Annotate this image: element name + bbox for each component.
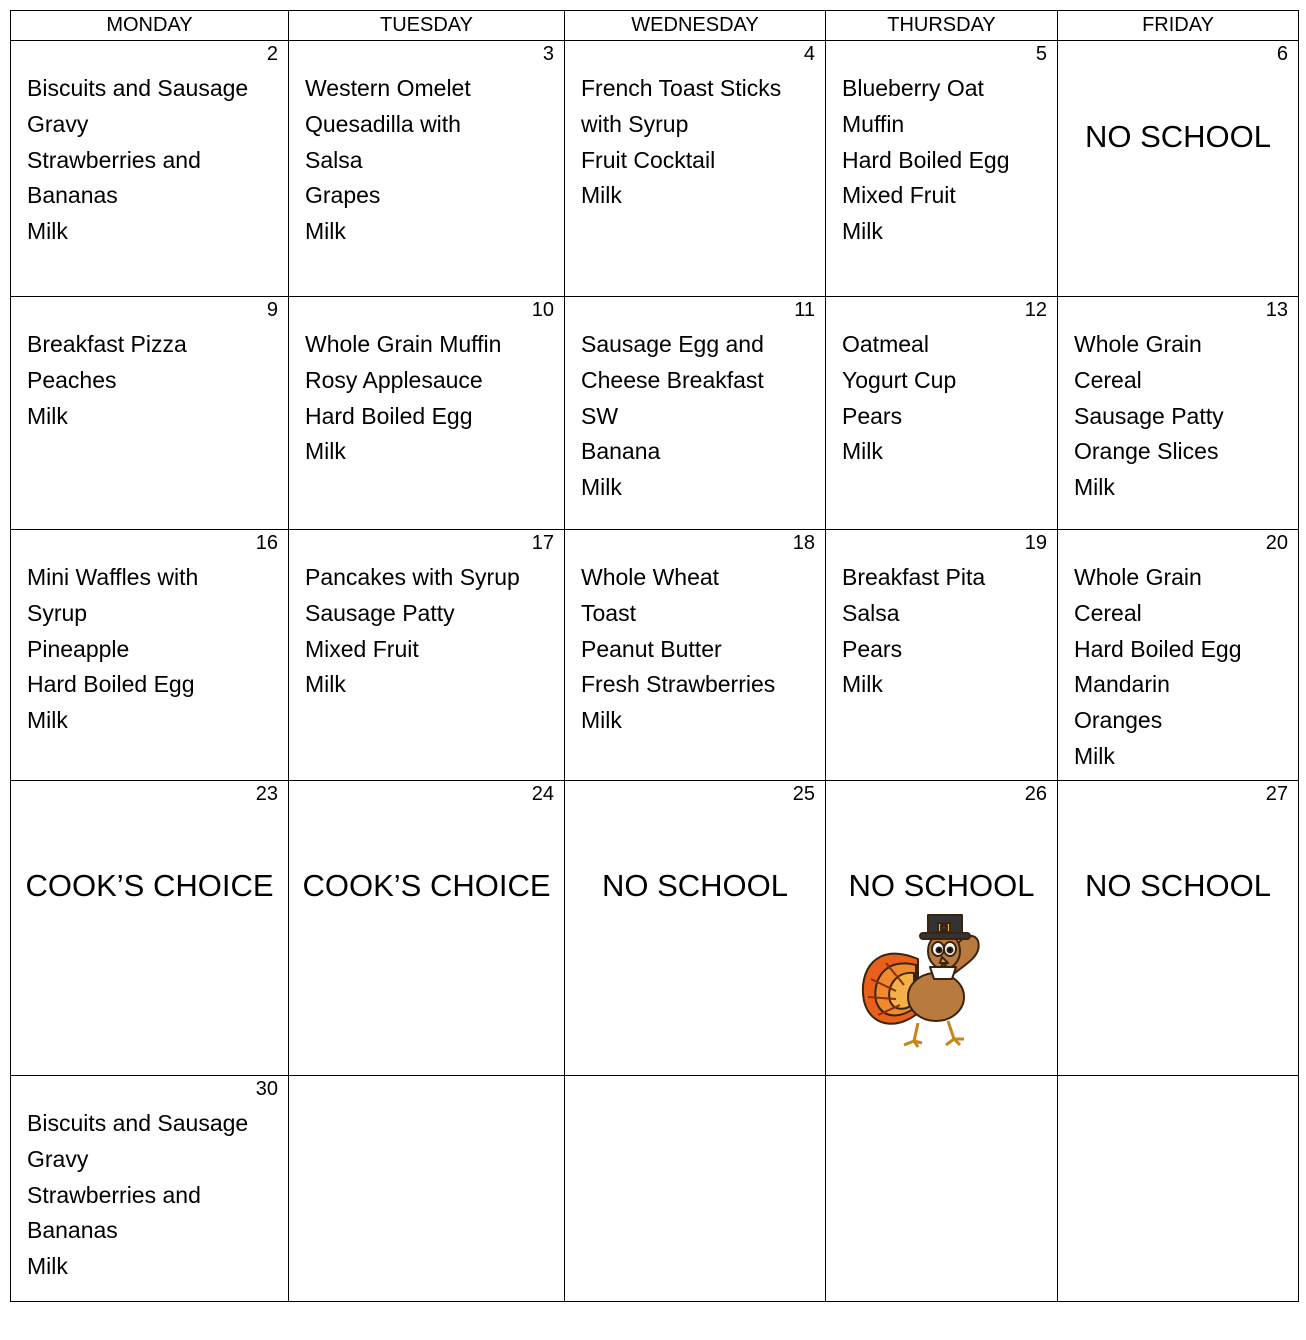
day-number: 5 <box>1035 43 1047 65</box>
menu-item: French Toast Sticks <box>581 75 782 101</box>
day-number: 16 <box>255 532 278 554</box>
menu-item: Fruit Cocktail <box>581 146 716 173</box>
menu-item: Oatmeal <box>842 331 929 357</box>
weekday-header-wednesday: WEDNESDAY <box>564 10 825 41</box>
day-cell-26 <box>825 781 1057 1076</box>
day-cell-12 <box>825 297 1057 530</box>
day-number: 3 <box>542 43 554 65</box>
menu-item: Grapes <box>305 182 381 209</box>
day-number: 13 <box>1265 299 1288 321</box>
menu-item: Sausage Egg and <box>581 331 764 357</box>
weekday-header-friday: FRIDAY <box>1057 10 1299 41</box>
week-row <box>10 41 1299 297</box>
breakfast-menu-calendar <box>10 10 1299 1302</box>
week-row <box>10 1076 1299 1302</box>
menu-item: Milk <box>27 402 68 429</box>
day-notice: NO SCHOOL <box>848 868 1035 903</box>
day-cell-13 <box>1057 297 1299 530</box>
day-number: 10 <box>531 299 554 321</box>
menu-item: Milk <box>305 438 346 465</box>
menu-item: Bananas <box>27 1217 118 1244</box>
day-cell-4 <box>564 41 825 297</box>
menu-item: Milk <box>581 474 622 501</box>
day-cell-27 <box>1057 781 1299 1076</box>
day-number: 27 <box>1265 783 1288 805</box>
day-number: 26 <box>1024 783 1047 805</box>
empty-day-cell <box>1057 1076 1299 1302</box>
menu-item-list <box>27 560 198 739</box>
day-number: 9 <box>266 299 278 321</box>
day-number: 23 <box>255 783 278 805</box>
weekday-header-monday: MONDAY <box>10 10 288 41</box>
day-cell-18 <box>564 530 825 781</box>
day-cell-25 <box>564 781 825 1076</box>
menu-item: Peanut Butter <box>581 635 722 662</box>
menu-item: Sausage Patty <box>1074 402 1224 429</box>
menu-item: Muffin <box>842 110 905 137</box>
menu-item: Strawberries and <box>27 1181 201 1208</box>
turkey-pilgrim-icon <box>856 901 996 1051</box>
menu-item-list <box>842 560 985 703</box>
day-notice: NO SCHOOL <box>1084 868 1272 903</box>
day-cell-11 <box>564 297 825 530</box>
menu-item: Blueberry Oat <box>842 75 984 101</box>
menu-item: Whole Grain <box>1074 331 1202 357</box>
day-number: 20 <box>1265 532 1288 554</box>
menu-item-list <box>581 327 764 506</box>
menu-item: Biscuits and Sausage <box>27 75 249 101</box>
day-cell-5 <box>825 41 1057 297</box>
day-number: 11 <box>794 299 815 321</box>
menu-item-list <box>842 71 1010 250</box>
menu-item: Milk <box>1074 742 1115 769</box>
menu-item: Pears <box>842 402 903 429</box>
menu-item: Salsa <box>305 146 363 173</box>
menu-item: Milk <box>27 707 68 734</box>
menu-item: Cheese Breakfast <box>581 366 764 393</box>
menu-item-list <box>305 71 471 250</box>
menu-item: Cereal <box>1074 366 1142 393</box>
menu-item-list <box>581 71 781 214</box>
day-number: 2 <box>266 43 278 65</box>
menu-item: Mini Waffles with <box>27 564 199 590</box>
menu-item-list <box>581 560 775 739</box>
menu-item: Pears <box>842 635 903 662</box>
menu-item: Yogurt Cup <box>842 366 957 393</box>
day-number: 6 <box>1276 43 1288 65</box>
day-cell-16 <box>10 530 288 781</box>
menu-item: Hard Boiled Egg <box>842 146 1010 173</box>
menu-item: Gravy <box>27 110 89 137</box>
menu-item: Salsa <box>842 599 900 626</box>
menu-item: Milk <box>842 218 883 245</box>
menu-item-list <box>305 327 501 470</box>
day-cell-30 <box>10 1076 288 1302</box>
menu-item-list <box>1074 560 1242 775</box>
menu-item: Mandarin <box>1074 671 1170 698</box>
menu-item: Milk <box>581 707 622 734</box>
empty-day-cell <box>564 1076 825 1302</box>
menu-item: Milk <box>27 218 68 245</box>
menu-item-list <box>27 327 187 434</box>
day-number: 25 <box>792 783 815 805</box>
day-number: 18 <box>792 532 815 554</box>
menu-item-list <box>1074 327 1224 506</box>
menu-item: Whole Grain <box>1074 564 1202 590</box>
menu-item: Milk <box>842 671 883 698</box>
menu-item: Mixed Fruit <box>842 182 956 209</box>
menu-item: SW <box>581 402 619 429</box>
menu-item: Cereal <box>1074 599 1142 626</box>
week-row <box>10 781 1299 1076</box>
day-cell-23 <box>10 781 288 1076</box>
day-cell-2 <box>10 41 288 297</box>
menu-item: Sausage Patty <box>305 599 455 626</box>
day-cell-17 <box>288 530 564 781</box>
menu-item: Biscuits and Sausage <box>27 1110 249 1136</box>
menu-item: Pineapple <box>27 635 130 662</box>
day-number: 30 <box>255 1078 278 1100</box>
menu-item: Breakfast Pita <box>842 564 986 590</box>
menu-item-list <box>27 1106 248 1285</box>
menu-item: Whole Wheat <box>581 564 720 590</box>
menu-item: Rosy Applesauce <box>305 366 483 393</box>
menu-item: Milk <box>842 438 883 465</box>
day-cell-6 <box>1057 41 1299 297</box>
menu-item: Milk <box>305 671 346 698</box>
day-number: 12 <box>1024 299 1047 321</box>
menu-item: Fresh Strawberries <box>581 671 776 698</box>
weekday-header-row <box>10 10 1299 41</box>
menu-item: Syrup <box>27 599 88 626</box>
day-notice: COOK’S CHOICE <box>302 868 551 903</box>
menu-item: Quesadilla with <box>305 110 461 137</box>
week-row <box>10 297 1299 530</box>
weekday-header-tuesday: TUESDAY <box>288 10 564 41</box>
menu-item: Hard Boiled Egg <box>1074 635 1242 662</box>
menu-item: Mixed Fruit <box>305 635 419 662</box>
menu-item: Banana <box>581 438 661 465</box>
day-notice: COOK’S CHOICE <box>25 868 274 903</box>
menu-item-list <box>305 560 520 703</box>
week-row <box>10 530 1299 781</box>
menu-item: Whole Grain Muffin <box>305 331 502 357</box>
menu-item: Milk <box>581 182 622 209</box>
menu-item-list <box>27 71 248 250</box>
empty-day-cell <box>825 1076 1057 1302</box>
menu-item-list <box>842 327 956 470</box>
day-notice: NO SCHOOL <box>601 868 789 903</box>
menu-item: Hard Boiled Egg <box>305 402 473 429</box>
day-cell-9 <box>10 297 288 530</box>
menu-item: Peaches <box>27 366 117 393</box>
day-cell-10 <box>288 297 564 530</box>
day-notice: NO SCHOOL <box>1084 119 1272 154</box>
menu-item: with Syrup <box>581 110 689 137</box>
menu-item: Milk <box>305 218 346 245</box>
day-cell-3 <box>288 41 564 297</box>
day-number: 19 <box>1024 532 1047 554</box>
day-cell-20 <box>1057 530 1299 781</box>
menu-item: Toast <box>581 599 636 626</box>
menu-item: Gravy <box>27 1145 89 1172</box>
menu-item: Bananas <box>27 182 118 209</box>
menu-item: Milk <box>1074 474 1115 501</box>
menu-item: Pancakes with Syrup <box>305 564 520 590</box>
menu-item: Strawberries and <box>27 146 201 173</box>
menu-item: Western Omelet <box>305 75 471 101</box>
empty-day-cell <box>288 1076 564 1302</box>
day-number: 17 <box>531 532 554 554</box>
menu-item: Oranges <box>1074 707 1163 734</box>
day-cell-19 <box>825 530 1057 781</box>
menu-item: Milk <box>27 1253 68 1280</box>
menu-item: Hard Boiled Egg <box>27 671 195 698</box>
day-cell-24 <box>288 781 564 1076</box>
menu-item: Breakfast Pizza <box>27 331 187 357</box>
menu-item: Orange Slices <box>1074 438 1219 465</box>
weekday-header-thursday: THURSDAY <box>825 10 1057 41</box>
day-number: 24 <box>531 783 554 805</box>
day-number: 4 <box>803 43 815 65</box>
